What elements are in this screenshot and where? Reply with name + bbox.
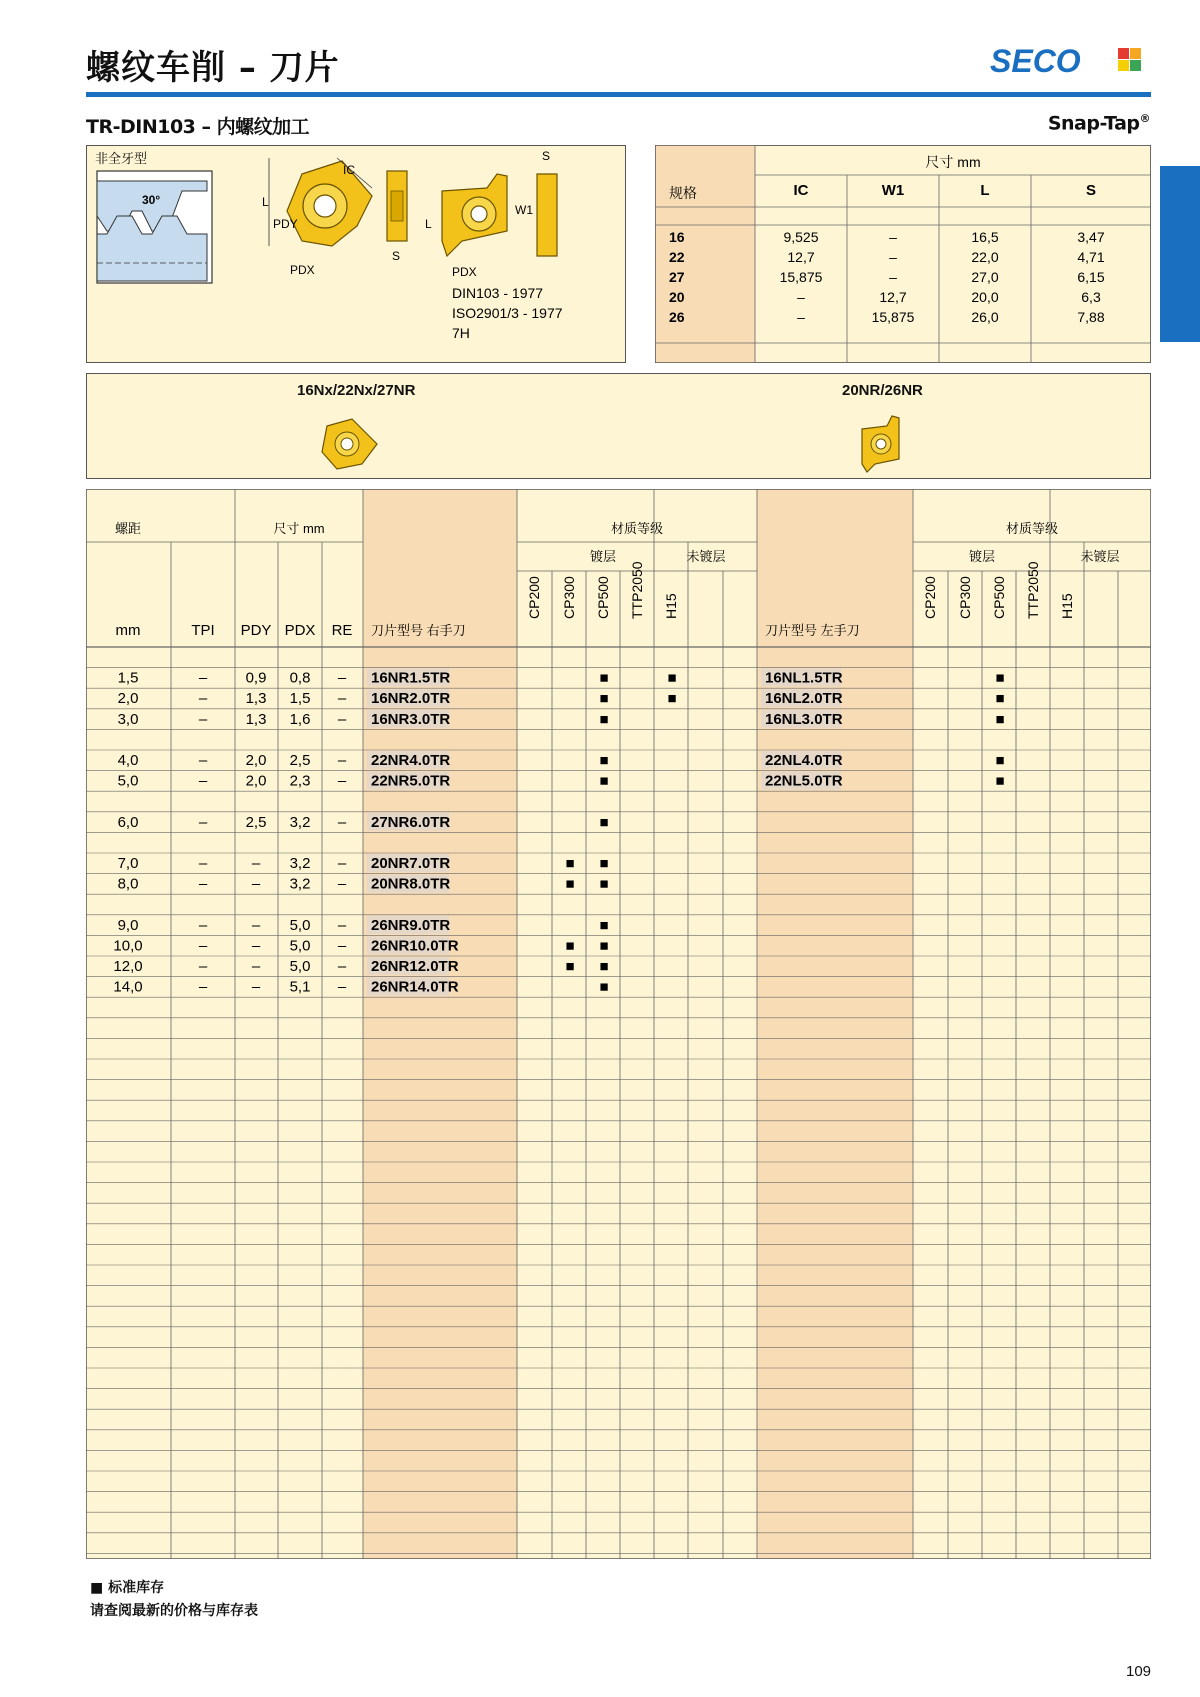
coated-header: 镀层: [589, 549, 617, 564]
re-cell: –: [337, 937, 347, 955]
pdy-cell: 2,0: [245, 752, 267, 769]
price-note: 请查阅最新的价格与库存表: [90, 1603, 258, 1619]
size-cell: 12,7: [787, 249, 815, 265]
tpi-cell: –: [198, 875, 208, 893]
left-hand-code: 16NL2.0TR: [765, 690, 843, 708]
stock-mark: ■: [599, 916, 609, 934]
size-col-header: W1: [881, 182, 905, 199]
grade-header: TTP2050: [629, 561, 645, 619]
re-cell: –: [337, 813, 347, 831]
insert-side-view-2-icon: [537, 174, 557, 256]
svg-text:L: L: [262, 195, 269, 209]
right-hand-code: 16NR1.5TR: [371, 669, 451, 687]
insert-20nr-view-icon: [442, 174, 507, 256]
svg-text:PDX: PDX: [452, 265, 477, 279]
main-insert-table: [86, 489, 1151, 1559]
pdx-cell: 2,3: [289, 772, 311, 790]
left-hand-code: 22NL5.0TR: [765, 772, 843, 790]
legend-stock: ■ 标准库存: [90, 1580, 165, 1596]
stock-mark: ■: [599, 978, 609, 996]
size-cell: 27: [669, 269, 685, 285]
size-cell: 22,0: [971, 249, 999, 265]
size-cell: –: [889, 229, 897, 245]
stock-mark: ■: [599, 690, 609, 708]
profile-label: 非全牙型: [95, 152, 148, 167]
re-cell: –: [337, 916, 347, 934]
stock-mark: ■: [995, 690, 1005, 708]
stock-mark: ■: [565, 855, 575, 872]
tpi-cell: –: [198, 958, 208, 975]
svg-text:7H: 7H: [452, 325, 470, 341]
right-hand-code: 16NR2.0TR: [371, 690, 451, 708]
insert-type-label-2: 20NR/26NR: [842, 382, 923, 399]
brand-text: SECO: [990, 43, 1081, 78]
pdy-cell: –: [251, 875, 261, 893]
re-cell: –: [337, 958, 347, 975]
svg-text:S: S: [542, 149, 551, 163]
pitch-mm-cell: 8,0: [117, 875, 139, 893]
size-cell: 6,3: [1081, 289, 1101, 305]
seco-logo: [990, 42, 1150, 78]
size-cell: 9,525: [783, 229, 819, 245]
grade-header: H15: [663, 593, 679, 619]
svg-text:IC: IC: [343, 163, 355, 177]
size-cell: 15,875: [779, 269, 823, 285]
svg-text:W1: W1: [515, 203, 533, 217]
re-cell: –: [337, 855, 347, 872]
re-cell: –: [337, 690, 347, 708]
pdx-cell: 5,1: [289, 978, 311, 996]
grade-header: H15: [1059, 593, 1075, 619]
size-col-header: 规格: [669, 185, 697, 201]
right-hand-code: 16NR3.0TR: [371, 710, 451, 728]
stock-mark: ■: [599, 875, 609, 893]
size-cell: 22: [669, 249, 685, 265]
grade-header: CP300: [957, 576, 973, 619]
left-hand-code: 22NL4.0TR: [765, 752, 843, 769]
pitch-mm-cell: 6,0: [117, 813, 139, 831]
pdx-cell: 3,2: [289, 855, 311, 872]
stock-mark: ■: [599, 937, 609, 955]
grade-group-header: 材质等级: [610, 521, 664, 536]
column-header: TPI: [191, 622, 215, 639]
stock-mark: ■: [599, 669, 609, 687]
pitch-mm-cell: 1,5: [117, 669, 139, 687]
tpi-cell: –: [198, 937, 208, 955]
size-cell: 6,15: [1077, 269, 1105, 285]
pdx-cell: 1,5: [289, 690, 311, 708]
size-cell: 20: [669, 289, 685, 305]
tpi-cell: –: [198, 752, 208, 769]
size-cell: –: [797, 289, 805, 305]
column-header: mm: [115, 622, 141, 639]
size-table: [655, 145, 1151, 363]
size-cell: 26: [669, 309, 685, 325]
grade-header: TTP2050: [1025, 561, 1041, 619]
left-hand-code: 16NL3.0TR: [765, 710, 843, 728]
insert-narrow-icon: [857, 414, 907, 474]
stock-mark: ■: [667, 669, 677, 687]
pitch-mm-cell: 5,0: [117, 772, 139, 790]
pitch-mm-cell: 14,0: [113, 978, 143, 996]
pdy-cell: 2,0: [245, 772, 267, 790]
seco-logo-mark-icon: [1118, 48, 1141, 71]
pitch-mm-cell: 10,0: [113, 937, 143, 955]
right-hand-code: 27NR6.0TR: [371, 813, 451, 831]
thread-profile-icon: [97, 171, 212, 283]
grade-group-header: 材质等级: [1005, 521, 1059, 536]
pitch-mm-cell: 12,0: [113, 958, 143, 975]
coated-header: 镀层: [968, 549, 996, 564]
size-col-header: L: [980, 182, 990, 199]
insert-type-label-1: 16Nx/22Nx/27NR: [297, 382, 416, 399]
stock-mark: ■: [995, 772, 1005, 790]
re-cell: –: [337, 772, 347, 790]
pitch-mm-cell: 9,0: [117, 916, 139, 934]
stock-mark: ■: [667, 690, 677, 708]
insert-triangle-icon: [317, 414, 387, 474]
pdx-cell: 1,6: [289, 710, 311, 728]
right-hand-code: 26NR14.0TR: [371, 978, 459, 996]
insert-type-panel: [86, 373, 1151, 479]
stock-mark: ■: [599, 752, 609, 769]
stock-mark: ■: [995, 710, 1005, 728]
pitch-mm-cell: 4,0: [117, 752, 139, 769]
svg-text:L: L: [425, 217, 432, 231]
pdx-cell: 5,0: [289, 937, 311, 955]
right-hand-code: 26NR10.0TR: [371, 937, 459, 955]
size-cell: –: [889, 249, 897, 265]
tpi-cell: –: [198, 669, 208, 687]
column-header: PDY: [240, 622, 272, 639]
uncoated-header: 未镀层: [686, 549, 726, 564]
size-cell: –: [889, 269, 897, 285]
size-cell: 26,0: [971, 309, 999, 325]
svg-text:ISO2901/3 - 1977: ISO2901/3 - 1977: [452, 305, 563, 321]
stock-mark: ■: [599, 958, 609, 975]
grade-header: CP300: [561, 576, 577, 619]
size-group-header: 尺寸 mm: [925, 154, 981, 170]
size-cell: 15,875: [871, 309, 915, 325]
insert-dimension-diagram: [87, 146, 624, 361]
page-title: 螺纹车削 – 刀片: [86, 48, 340, 88]
product-line: Snap-Tap®: [1047, 112, 1150, 135]
svg-text:DIN103 - 1977: DIN103 - 1977: [452, 285, 544, 301]
left-hand-code: 16NL1.5TR: [765, 669, 843, 687]
pdx-cell: 5,0: [289, 958, 311, 975]
size-cell: 20,0: [971, 289, 999, 305]
header-rule: [86, 92, 1151, 97]
pitch-mm-cell: 3,0: [117, 710, 139, 728]
pdy-cell: 0,9: [245, 669, 267, 687]
pdy-cell: –: [251, 937, 261, 955]
tpi-cell: –: [198, 690, 208, 708]
stock-mark: ■: [599, 772, 609, 790]
tpi-cell: –: [198, 978, 208, 996]
stock-mark: ■: [599, 855, 609, 872]
insert-side-view-icon: [387, 171, 407, 241]
right-hand-code: 20NR8.0TR: [371, 875, 451, 893]
column-header: RE: [331, 622, 353, 639]
size-cell: 4,71: [1077, 249, 1105, 265]
tpi-cell: –: [198, 916, 208, 934]
right-hand-code: 20NR7.0TR: [371, 855, 451, 872]
pdy-cell: 2,5: [245, 813, 267, 831]
svg-text:S: S: [392, 249, 401, 263]
svg-text:PDX: PDX: [290, 263, 315, 277]
pdx-cell: 3,2: [289, 813, 311, 831]
tpi-cell: –: [198, 855, 208, 872]
re-cell: –: [337, 669, 347, 687]
left-hand-header: 刀片型号 左手刀: [765, 623, 860, 638]
column-header: PDX: [284, 622, 316, 639]
pdy-cell: –: [251, 978, 261, 996]
size-col-header: S: [1085, 182, 1097, 199]
section-subtitle: TR-DIN103 – 内螺纹加工: [86, 116, 310, 138]
re-cell: –: [337, 978, 347, 996]
right-hand-code: 22NR5.0TR: [371, 772, 451, 790]
stock-mark: ■: [599, 710, 609, 728]
insert-top-view-icon: [269, 158, 372, 246]
right-hand-code: 22NR4.0TR: [371, 752, 451, 769]
stock-mark: ■: [995, 752, 1005, 769]
pdx-cell: 0,8: [289, 669, 311, 687]
svg-text:PDY: PDY: [273, 217, 298, 231]
uncoated-header: 未镀层: [1080, 549, 1120, 564]
pdy-cell: 1,3: [245, 690, 267, 708]
pdy-cell: –: [251, 855, 261, 872]
pdy-cell: –: [251, 916, 261, 934]
chapter-tab: [1160, 166, 1200, 342]
size-cell: 16: [669, 229, 685, 245]
grade-header: CP200: [526, 576, 542, 619]
pdx-cell: 5,0: [289, 916, 311, 934]
tpi-cell: –: [198, 813, 208, 831]
stock-mark: ■: [599, 813, 609, 831]
dims-group-header: 尺寸 mm: [273, 521, 325, 536]
stock-mark: ■: [565, 958, 575, 975]
angle-label: 30°: [142, 193, 161, 207]
pitch-mm-cell: 2,0: [117, 690, 139, 708]
grade-header: CP500: [991, 576, 1007, 619]
right-hand-code: 26NR9.0TR: [371, 916, 451, 934]
size-cell: 16,5: [971, 229, 999, 245]
size-cell: 12,7: [879, 289, 907, 305]
right-hand-header: 刀片型号 右手刀: [371, 623, 466, 638]
size-cell: 3,47: [1077, 229, 1105, 245]
size-cell: –: [797, 309, 805, 325]
tpi-cell: –: [198, 710, 208, 728]
re-cell: –: [337, 875, 347, 893]
tpi-cell: –: [198, 772, 208, 790]
stock-mark: ■: [995, 669, 1005, 687]
right-hand-code: 26NR12.0TR: [371, 958, 459, 975]
diagram-panel: [86, 145, 626, 363]
size-cell: 27,0: [971, 269, 999, 285]
page-number: 109: [1126, 1663, 1152, 1680]
stock-mark: ■: [565, 937, 575, 955]
pdx-cell: 3,2: [289, 875, 311, 893]
pitch-group-header: 螺距: [114, 521, 142, 536]
size-cell: 7,88: [1077, 309, 1105, 325]
grade-header: CP500: [595, 576, 611, 619]
pdx-cell: 2,5: [289, 752, 311, 769]
pdy-cell: –: [251, 958, 261, 975]
re-cell: –: [337, 752, 347, 769]
stock-mark: ■: [565, 875, 575, 893]
pitch-mm-cell: 7,0: [117, 855, 139, 872]
size-col-header: IC: [793, 182, 809, 199]
pdy-cell: 1,3: [245, 710, 267, 728]
grade-header: CP200: [922, 576, 938, 619]
re-cell: –: [337, 710, 347, 728]
